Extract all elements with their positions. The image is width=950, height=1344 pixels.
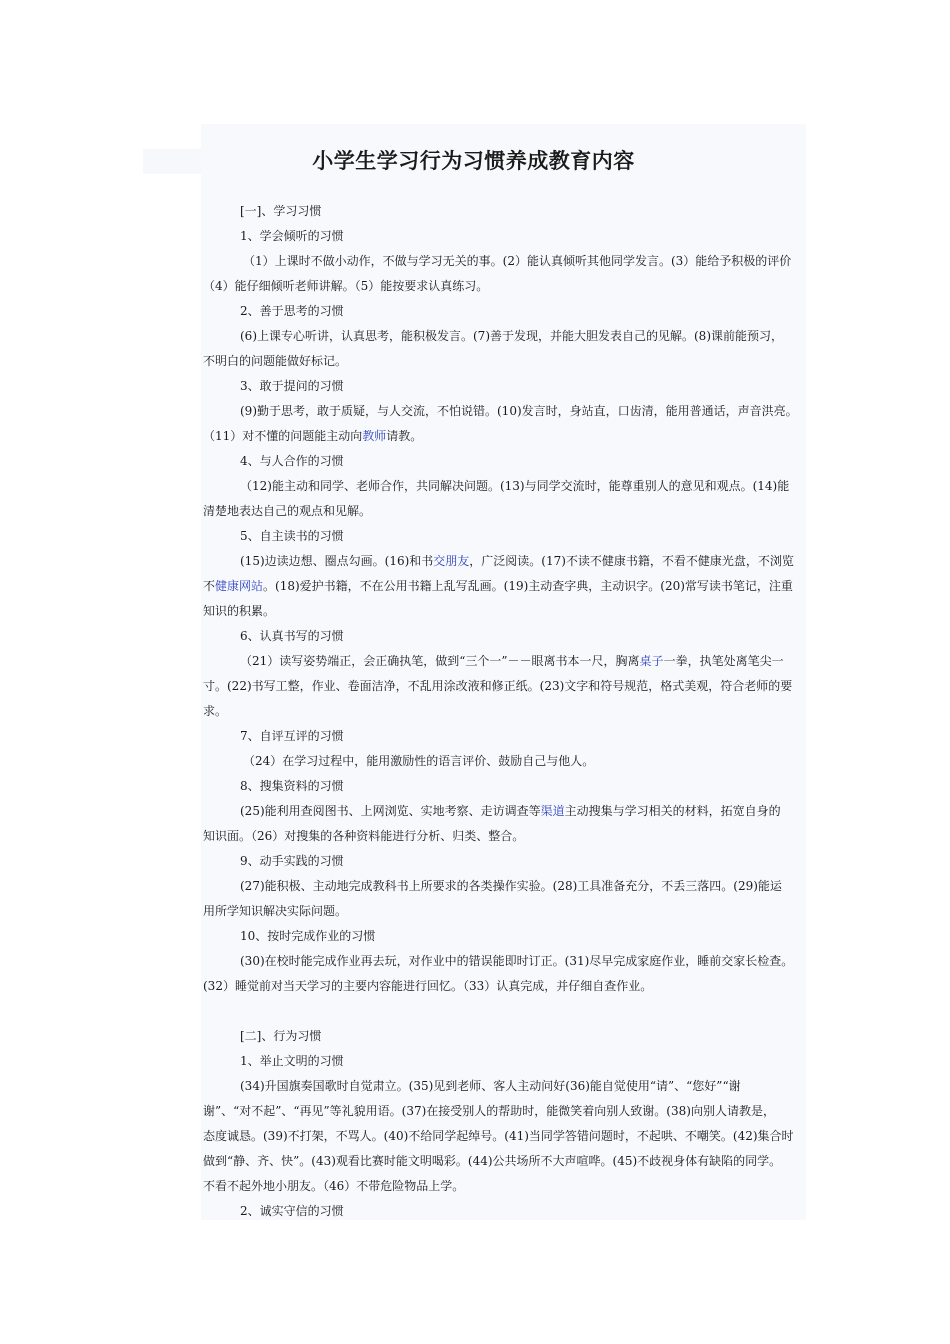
paragraph-line: 不看不起外地小朋友。（46）不带危险物品上学。 — [203, 1179, 465, 1193]
paragraph-line: (9)勤于思考，敢于质疑，与人交流，不怕说错。(10)发言时，身站直，口齿清，能用普通话，声音洪亮。 — [240, 404, 798, 418]
paragraph-line: (32）睡觉前对当天学习的主要内容能进行回忆。（33）认真完成，并仔细自查作业。 — [203, 979, 653, 993]
section-heading: [二]、行为习惯 — [240, 1029, 322, 1043]
item-heading: 5、自主读书的习惯 — [240, 529, 344, 543]
item-heading: 6、认真书写的习惯 — [240, 629, 344, 643]
paragraph-line: 态度诚恳。(39)不打架，不骂人。(40)不给同学起绰号。(41)当同学答错问题时，不起哄、不嘲笑。(42)集合时 — [203, 1129, 794, 1143]
paragraph-line: （24）在学习过程中，能用激励性的语言评价、鼓励自己与他人。 — [243, 754, 595, 768]
paragraph-line: 不健康网站。(18)爱护书籍，不在公用书籍上乱写乱画。(19)主动查字典，主动识字。(20)常写读书笔记，注重 — [203, 579, 793, 593]
paragraph-line: 谢”、“对不起”、“再见”等礼貌用语。(37)在接受别人的帮助时，能微笑着向别人致谢。(38)向别人请教是， — [203, 1104, 775, 1118]
item-heading: 2、善于思考的习惯 — [240, 304, 344, 318]
paragraph-line: （11）对不懂的问题能主动向教师请教。 — [203, 429, 423, 443]
link-desk[interactable]: 桌子 — [639, 654, 664, 668]
link-teacher[interactable]: 教师 — [362, 429, 387, 443]
item-heading: 1、学会倾听的习惯 — [240, 229, 344, 243]
document-title: 小学生学习行为习惯养成教育内容 — [312, 148, 635, 173]
paragraph-line: 寸。(22)书写工整，作业、卷面洁净，不乱用涂改液和修正纸。(23)文字和符号规范，格式美观，符合老师的要 — [203, 679, 793, 693]
section-gap — [203, 999, 813, 1024]
paragraph-line: （21）读写姿势端正，会正确执笔，做到“三个一”－－眼离书本一尺，胸离桌子一拳，执笔处离笔尖一 — [240, 654, 784, 668]
item-heading: 7、自评互评的习惯 — [240, 729, 344, 743]
paragraph-line: 知识面。（26）对搜集的各种资料能进行分析、归类、整合。 — [203, 829, 525, 843]
item-heading: 10、按时完成作业的习惯 — [240, 929, 376, 943]
document-body — [203, 199, 813, 1224]
paragraph-line: 清楚地表达自己的观点和见解。 — [203, 504, 372, 518]
item-heading: 9、动手实践的习惯 — [240, 854, 344, 868]
left-tint-strip — [143, 149, 203, 174]
paragraph-line: (34)升国旗奏国歌时自觉肃立。(35)见到老师、客人主动问好(36)能自觉使用“请”、“您好”“谢 — [240, 1079, 741, 1093]
paragraph-line: (27)能积极、主动地完成教科书上所要求的各类操作实验。(28)工具准备充分，不丢三落四。(29)能运 — [240, 879, 782, 893]
item-heading: 8、搜集资料的习惯 — [240, 779, 344, 793]
paragraph-line: 知识的积累。 — [203, 604, 276, 618]
paragraph-line: （4）能仔细倾听老师讲解。（5）能按要求认真练习。 — [203, 279, 489, 293]
paragraph-line: 用所学知识解决实际问题。 — [203, 904, 348, 918]
link-make-friends[interactable]: 交朋友 — [433, 554, 470, 568]
section-heading: [一]、学习习惯 — [240, 204, 322, 218]
link-healthy-websites[interactable]: 健康网站 — [215, 579, 264, 593]
item-heading: 3、敢于提问的习惯 — [240, 379, 344, 393]
paragraph-line: (30)在校时能完成作业再去玩，对作业中的错误能即时订正。(31)尽早完成家庭作业，睡前交家长检查。 — [240, 954, 794, 968]
link-channels[interactable]: 渠道 — [540, 804, 565, 818]
paragraph-line: (15)边读边想、圈点勾画。(16)和书交朋友，广泛阅读。(17)不读不健康书籍，不看不健康光盘，不浏览 — [240, 554, 794, 568]
paragraph-line: 求。 — [203, 704, 228, 718]
paragraph-line: (25)能利用查阅图书、上网浏览、实地考察、走访调查等渠道主动搜集与学习相关的材料，拓宽自身的 — [240, 804, 781, 818]
paragraph-line: 不明白的问题能做好标记。 — [203, 354, 348, 368]
item-heading: 2、诚实守信的习惯 — [240, 1204, 344, 1218]
item-heading: 4、与人合作的习惯 — [240, 454, 344, 468]
paragraph-line: （1）上课时不做小动作，不做与学习无关的事。(2）能认真倾听其他同学发言。(3）能给予积极的评价 — [243, 254, 792, 268]
paragraph-line: （12)能主动和同学、老师合作，共同解决问题。(13)与同学交流时，能尊重别人的意见和观点。(14)能 — [240, 479, 790, 493]
item-heading: 1、举止文明的习惯 — [240, 1054, 344, 1068]
paragraph-line: 做到“静、齐、快”。(43)观看比赛时能文明喝彩。(44)公共场所不大声喧哗。(45)不歧视身体有缺陷的同学。 — [203, 1154, 782, 1168]
paragraph-line: (6)上课专心听讲，认真思考，能积极发言。(7)善于发现，并能大胆发表自己的见解。(8)课前能预习， — [240, 329, 783, 343]
